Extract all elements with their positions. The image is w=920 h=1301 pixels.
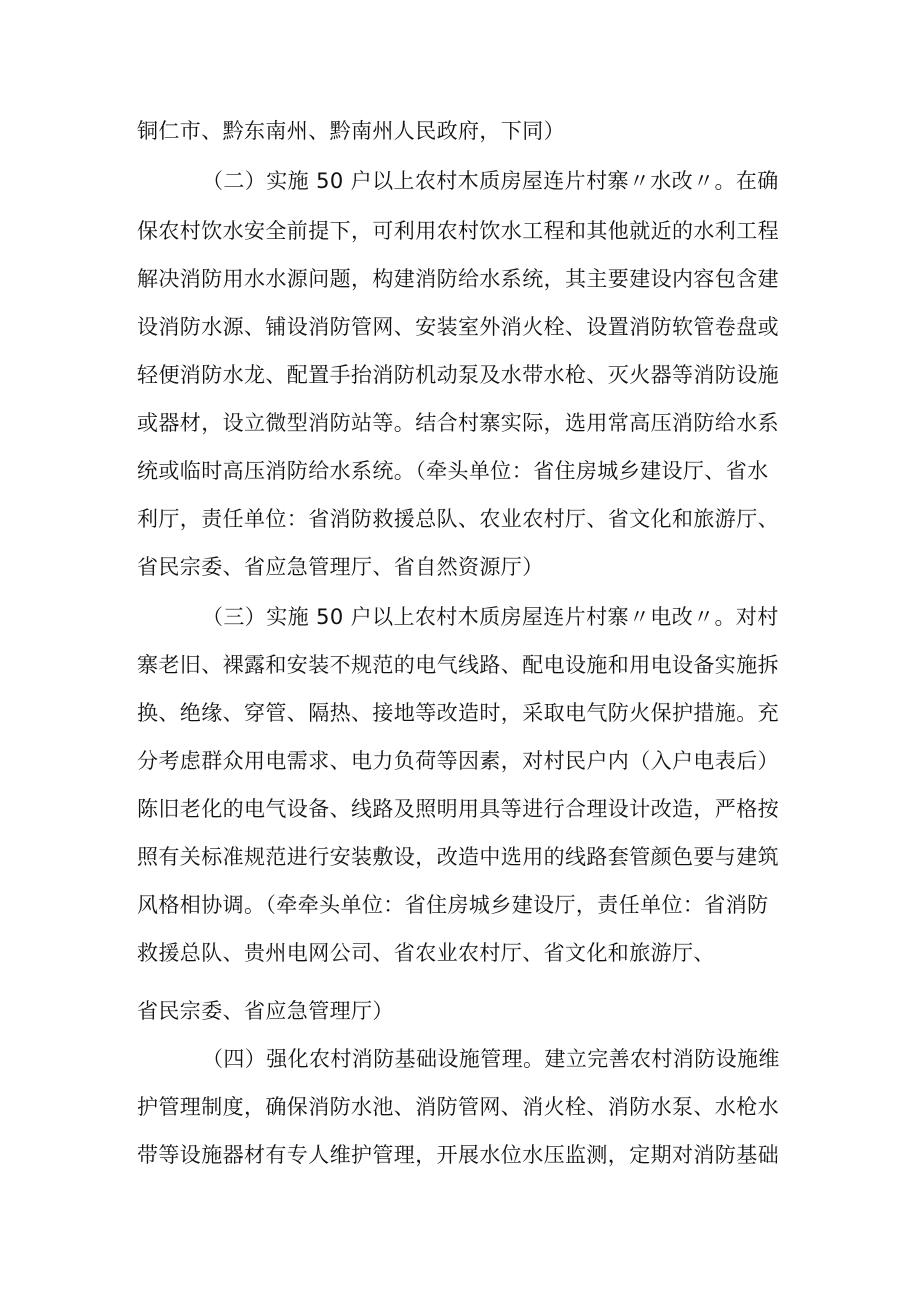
text-line: 分考虑群众用电需求、电力负荷等因素，对村民户内（入户电表后） [137,749,779,773]
text-line: 保农村饮水安全前提下，可利用农村饮水工程和其他就近的水利工程 [137,219,779,243]
text-line: 救援总队、贵州电网公司、省农业农村厅、省文化和旅游厅、 [137,941,715,965]
paragraph-start-line: （四）强化农村消防基础设施管理。建立完善农村消防设施维 [202,1047,780,1071]
text-line: 解决消防用水水源问题，构建消防给水系统，其主要建设内容包含建 [137,267,779,291]
text-line: 铜仁市、黔东南州、黔南州人民政府，下同） [137,119,565,143]
text-line: 或器材，设立微型消防站等。结合村寨实际，选用常高压消防给水系 [137,411,779,435]
text-line: 风格相协调。（牵牵头单位：省住房城乡建设厅，责任单位：省消防 [137,893,769,917]
text-line: 寨老旧、裸露和安装不规范的电气线路、配电设施和用电设备实施拆 [137,653,779,677]
text-line: 轻便消防水龙、配置手抬消防机动泵及水带水枪、灭火器等消防设施 [137,363,779,387]
text-line: 利厅，责任单位：省消防救援总队、农业农村厅、省文化和旅游厅、 [137,507,779,531]
text-line: 照有关标准规范进行安装敷设，改造中选用的线路套管颜色要与建筑 [137,845,779,869]
text-line: 带等设施器材有专人维护管理，开展水位水压监测，定期对消防基础 [137,1143,779,1167]
text-line: 换、绝缘、穿管、隔热、接地等改造时，采取电气防火保护措施。充 [137,701,779,725]
text-line: 陈旧老化的电气设备、线路及照明用具等进行合理设计改造，严格按 [137,797,779,821]
text-line: 护管理制度，确保消防水池、消防管网、消火栓、消防水泵、水枪水 [137,1095,779,1119]
text-line: 统或临时高压消防给水系统。（牵头单位：省住房城乡建设厅、省水 [137,459,769,483]
paragraph-start-line: （三）实施 50 户以上农村木质房屋连片村寨〃电改〃。对村 [202,605,779,629]
text-line: 省民宗委、省应急管理厅） [137,999,394,1023]
paragraph-start-line: （二）实施 50 户以上农村木质房屋连片村寨〃水改〃。在确 [202,169,779,193]
text-line: 设消防水源、铺设消防管网、安装室外消火栓、设置消防软管卷盘或 [137,315,779,339]
text-line: 省民宗委、省应急管理厅、省自然资源厅） [137,555,544,579]
